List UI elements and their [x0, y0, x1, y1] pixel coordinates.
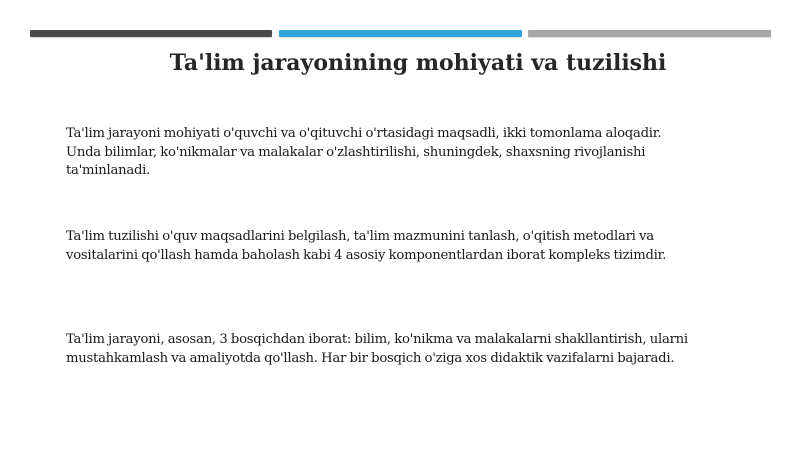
paragraph-stages — [66, 331, 766, 368]
paragraph-line: mustahkamlash va amaliyotda qo'llash. Har bir bosqich o'ziga xos didaktik vazifalarni bajaradi. — [66, 350, 675, 366]
paragraph-line: Ta'lim tuzilishi o'quv maqsadlarini belgilash, ta'lim mazmunini tanlash, o'qitish metodlari va — [66, 229, 654, 244]
paragraph-line: vositalarini qo'llash hamda baholash kabi 4 asosiy komponentlardan iborat kompleks tizimdir. — [66, 247, 667, 263]
accent-bar-dark — [30, 30, 272, 37]
slide-title: Ta'lim jarayonining mohiyati va tuzilishi — [169, 50, 667, 76]
accent-bar-gray — [528, 30, 771, 37]
paragraph-line: Ta'lim jarayoni mohiyati o'quvchi va o'qituvchi o'rtasidagi maqsadli, ikki tomonlama aloqadir. — [66, 126, 662, 141]
paragraph-line: Ta'lim jarayoni, asosan, 3 bosqichdan iborat: bilim, ko'nikma va malakalarni shakllantirish, ularni — [66, 332, 688, 347]
paragraph-essence — [66, 125, 766, 181]
paragraph-line: Unda bilimlar, ko'nikmalar va malakalar o'zlashtirilishi, shuningdek, shaxsning rivojlanishi — [66, 144, 646, 160]
accent-bar-blue — [279, 30, 522, 37]
paragraph-line: ta'minlanadi. — [66, 163, 151, 178]
paragraph-structure — [66, 228, 766, 265]
